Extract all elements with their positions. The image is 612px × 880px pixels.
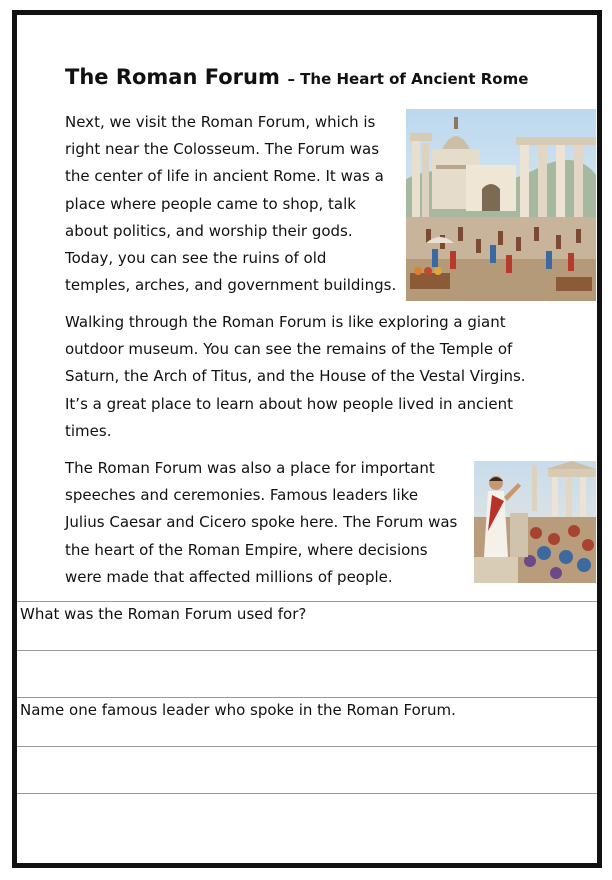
title-subtitle: – The Heart of Ancient Rome: [287, 70, 529, 88]
text-line: Saturn, the Arch of Titus, and the House of the Vestal Virgins.: [65, 367, 526, 386]
text-line: speeches and ceremonies. Famous leaders like: [65, 486, 419, 505]
text-line: Next, we visit the Roman Forum, which is: [65, 113, 376, 131]
worksheet-frame: [12, 10, 602, 868]
paragraph-speeches: [65, 455, 475, 591]
text-line: Today, you can see the ruins of old: [65, 249, 327, 268]
text-line: were made that affected millions of people.: [65, 567, 393, 586]
text-line: Julius Caesar and Cicero spoke here. The Forum was: [65, 513, 458, 532]
text-line: The Roman Forum was also a place for important: [65, 459, 435, 477]
paragraph-intro: [65, 109, 405, 299]
question-row: [17, 697, 597, 747]
answer-line[interactable]: [17, 793, 597, 859]
text-line: the center of life in ancient Rome. It was a: [65, 167, 384, 186]
text-line: times.: [65, 421, 112, 440]
text-line: outdoor museum. You can see the remains of the Temple of: [65, 340, 513, 359]
text-line: the heart of the Roman Empire, where decisions: [65, 540, 428, 559]
title-main: The Roman Forum: [65, 65, 280, 89]
forum-market-illustration: [406, 109, 596, 301]
text-line: temples, arches, and government buildings.: [65, 276, 397, 295]
text-line: Walking through the Roman Forum is like exploring a giant: [65, 313, 506, 331]
text-line: It’s a great place to learn about how people lived in ancient: [65, 394, 514, 413]
question-row: [17, 601, 597, 651]
text-line: place where people came to shop, talk: [65, 194, 356, 213]
paragraph-museum: [65, 309, 555, 445]
question-text: What was the Roman Forum used for?: [20, 605, 307, 623]
orator-speech-illustration: [474, 461, 596, 583]
text-line: about politics, and worship their gods.: [65, 221, 353, 240]
page-title: [65, 65, 528, 89]
question-text: Name one famous leader who spoke in the Roman Forum.: [20, 701, 456, 719]
answer-line[interactable]: [17, 650, 597, 698]
text-line: right near the Colosseum. The Forum was: [65, 140, 380, 159]
answer-line[interactable]: [17, 746, 597, 794]
